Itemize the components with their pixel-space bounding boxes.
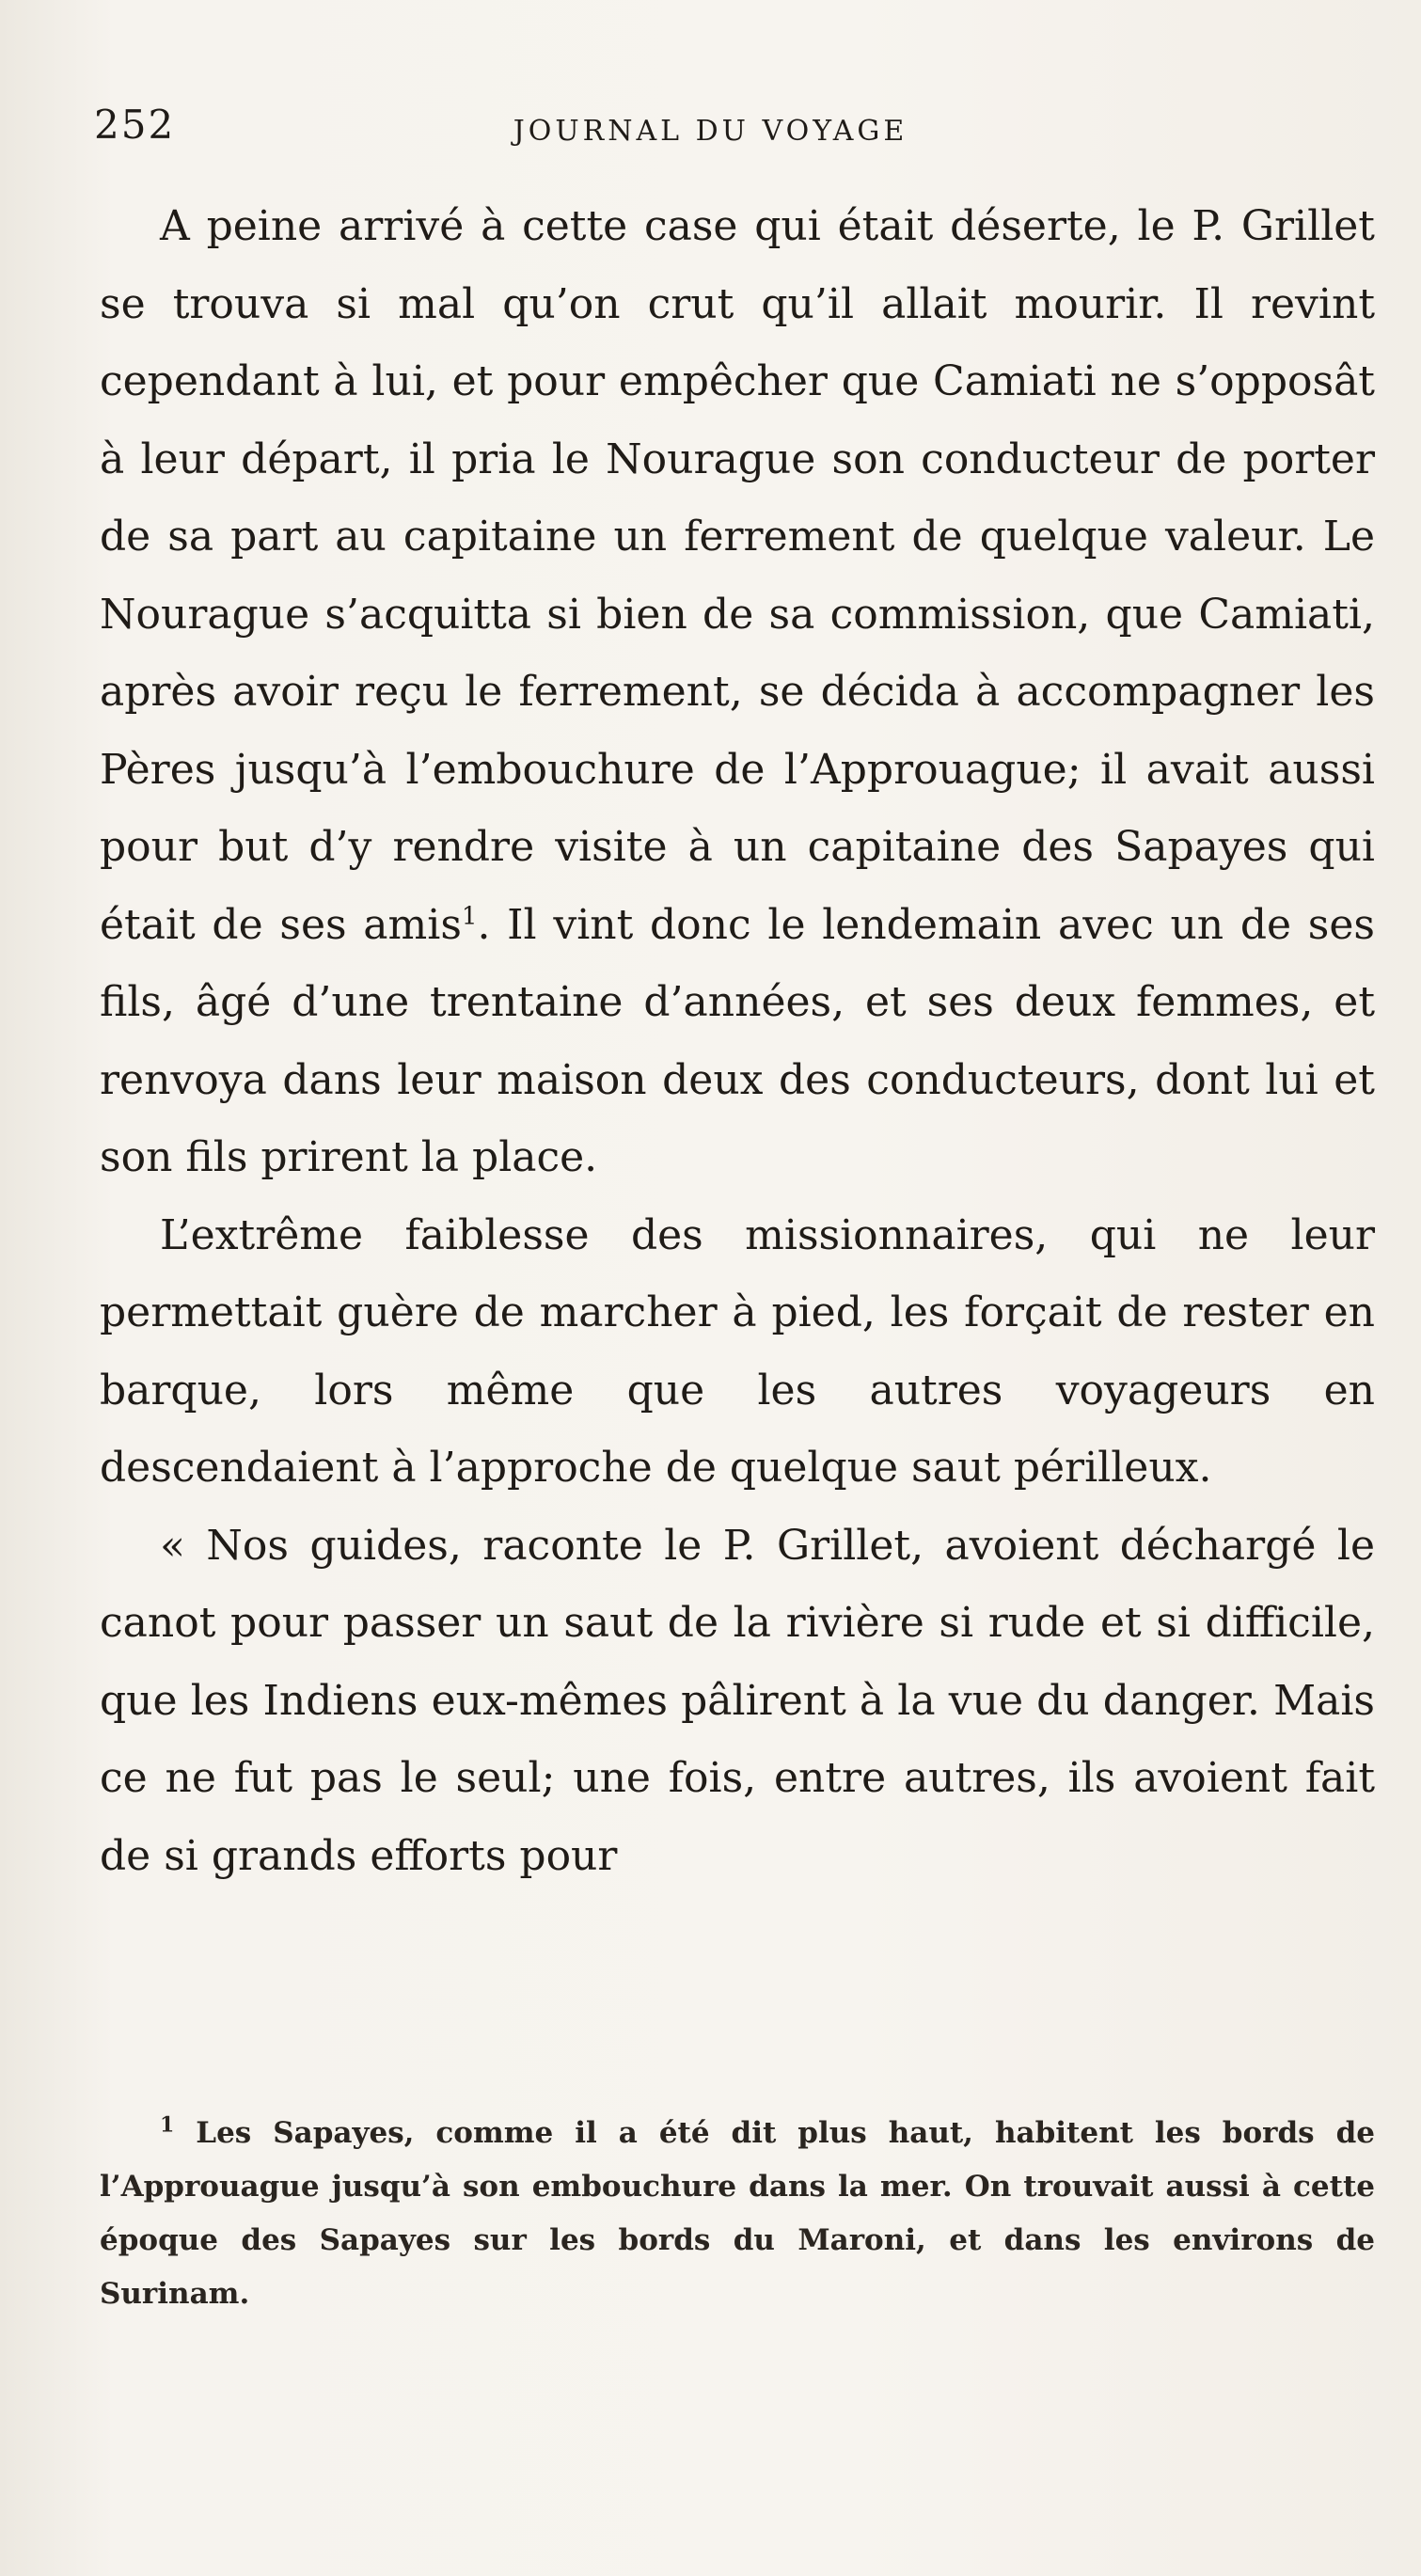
page-number: 252 — [94, 102, 176, 148]
main-text — [100, 188, 1375, 1895]
paragraph-1-text-b: . Il vint donc le lendemain avec un de ses fils, âgé d’une trentaine d’années, et ses deux femmes, et renvoya dans leur maison deux des conducteurs, dont lui et son fils prirent la place. — [100, 900, 1375, 1181]
paragraph-1-text-a: A peine arrivé à cette case qui était déserte, le P. Grillet se trouva si mal qu’on crut qu’il allait mourir. Il revint cependant à lui, et pour empêcher que Camiati ne s’opposât à leur départ, il pria le Nourague son conducteur de porter de sa part au capitaine un ferrement de quelque valeur. Le Nourague s’acquitta si bien de sa commission, que Camiati, après avoir reçu le ferrement, se décida à accompagner les Pères jusqu’à l’embouchure de l’Approuague; il avait aussi pour but d’y rendre visite à un capitaine des Sapayes qui était de ses amis — [100, 202, 1375, 949]
paragraph-2: L’extrême faiblesse des missionnaires, qui ne leur permettait guère de marcher à pied, les forçait de rester en barque, lors même que les autres voyageurs en descendaient à l’approche de quelque saut périlleux. — [100, 1210, 1375, 1492]
footnote-mark: 1 — [160, 2112, 175, 2138]
running-head: JOURNAL DU VOYAGE — [513, 115, 908, 148]
footnotes — [100, 2107, 1375, 2321]
paragraph-3: « Nos guides, raconte le P. Grillet, avoient déchargé le canot pour passer un saut de la rivière si rude et si difficile, que les Indiens eux-mêmes pâlirent à la vue du danger. Mais ce ne fut pas le seul; une fois, entre autres, ils avoient fait de si grands efforts pour — [100, 1521, 1375, 1880]
footnote-1 — [100, 2107, 1375, 2321]
paragraph-1 — [100, 188, 1375, 1197]
page-header — [94, 102, 1327, 177]
footnote-text: Les Sapayes, comme il a été dit plus haut, habitent les bords de l’Approuague jusqu’à son embouchure dans la mer. On trouvait aussi à cette époque des Sapayes sur les bords du Maroni, et dans les environs de Surinam. — [100, 2116, 1375, 2311]
footnote-reference: 1 — [461, 901, 478, 930]
